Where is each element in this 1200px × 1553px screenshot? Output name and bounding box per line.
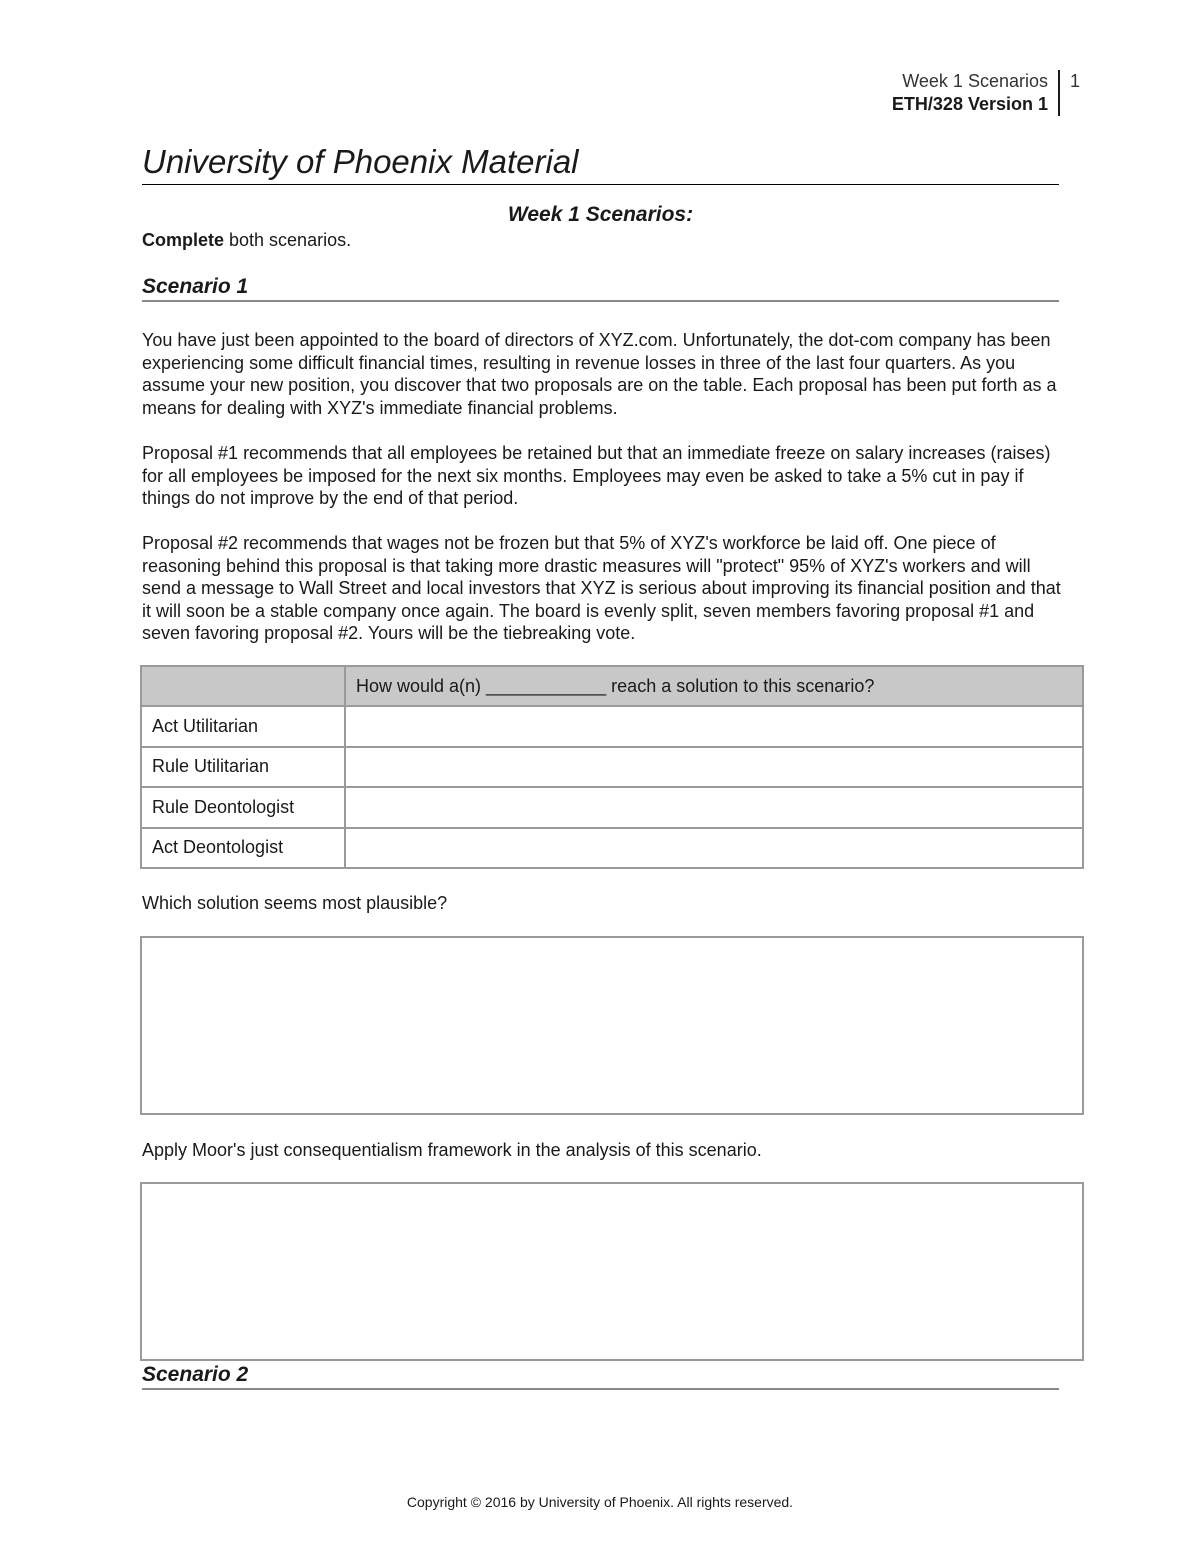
row-label-act-deontologist: Act Deontologist — [141, 828, 345, 868]
answer-cell-act-utilitarian[interactable] — [345, 706, 1083, 746]
page-number: 1 — [1070, 71, 1081, 91]
question-moor: Apply Moor's just consequentialism framework in the analysis of this scenario. — [142, 1140, 762, 1160]
scenario-1-paragraph-3: Proposal #2 recommends that wages not be frozen but that 5% of XYZ's workforce be laid off. One piece of reasoning behind this proposal is that taking more drastic measures will "protect" 95% of XYZ's workers and will send a message to Wall Street and local investors that XYZ is serious about improving its financial position and that it will soon be a stable company once again. The board is evenly split, seven members favoring proposal #1 and seven favoring proposal #2. Yours will be the tiebreaking vote. — [142, 533, 1061, 644]
title-rule — [142, 184, 1059, 185]
scenario-1-heading: Scenario 1 — [142, 275, 249, 298]
document-subtitle: Week 1 Scenarios: — [507, 203, 694, 226]
answer-cell-rule-deontologist[interactable] — [345, 787, 1083, 827]
scenario-2-rule — [142, 1388, 1059, 1390]
instructions-text: both scenarios. — [224, 230, 352, 250]
answer-cell-act-deontologist[interactable] — [345, 828, 1083, 868]
question-plausible: Which solution seems most plausible? — [142, 893, 448, 913]
answer-box-plausible[interactable] — [140, 936, 1084, 1115]
running-header — [780, 70, 1048, 116]
table-header-empty — [141, 666, 345, 706]
row-label-act-utilitarian: Act Utilitarian — [141, 706, 345, 746]
instructions — [142, 229, 351, 251]
scenario-1-rule — [142, 300, 1059, 302]
table-row — [141, 828, 1083, 868]
scenario-1-paragraph-1: You have just been appointed to the board of directors of XYZ.com. Unfortunately, the dot-com company has been experiencing some difficult financial times, resulting in revenue losses in three of the last four quarters. As you assume your new position, you discover that two proposals are on the table. Each proposal has been put forth as a means for dealing with XYZ's immediate financial problems. — [142, 330, 1057, 418]
table-row — [141, 747, 1083, 787]
header-course: ETH/328 Version 1 — [891, 94, 1048, 114]
answer-box-moor[interactable] — [140, 1182, 1084, 1361]
table-header-question: How would a(n) ____________ reach a solution to this scenario? — [345, 666, 1083, 706]
answer-cell-rule-utilitarian[interactable] — [345, 747, 1083, 787]
scenario-1-paragraph-2: Proposal #1 recommends that all employees be retained but that an immediate freeze on salary increases (raises) for all employees be imposed for the next six months. Employees may even be asked to take a 5% cut in pay if things do not improve by the end of that period. — [142, 443, 1051, 509]
table-row — [141, 787, 1083, 827]
table-header-row — [141, 666, 1083, 706]
header-divider — [1058, 70, 1060, 116]
ethics-table — [140, 665, 1084, 869]
scenario-2-heading: Scenario 2 — [142, 1363, 249, 1386]
table-row — [141, 706, 1083, 746]
row-label-rule-deontologist: Rule Deontologist — [141, 787, 345, 827]
row-label-rule-utilitarian: Rule Utilitarian — [141, 747, 345, 787]
document-title: University of Phoenix Material — [142, 143, 579, 180]
copyright-footer: Copyright © 2016 by University of Phoenix. All rights reserved. — [406, 1494, 794, 1510]
instructions-bold: Complete — [142, 230, 225, 250]
header-title: Week 1 Scenarios — [902, 71, 1048, 91]
